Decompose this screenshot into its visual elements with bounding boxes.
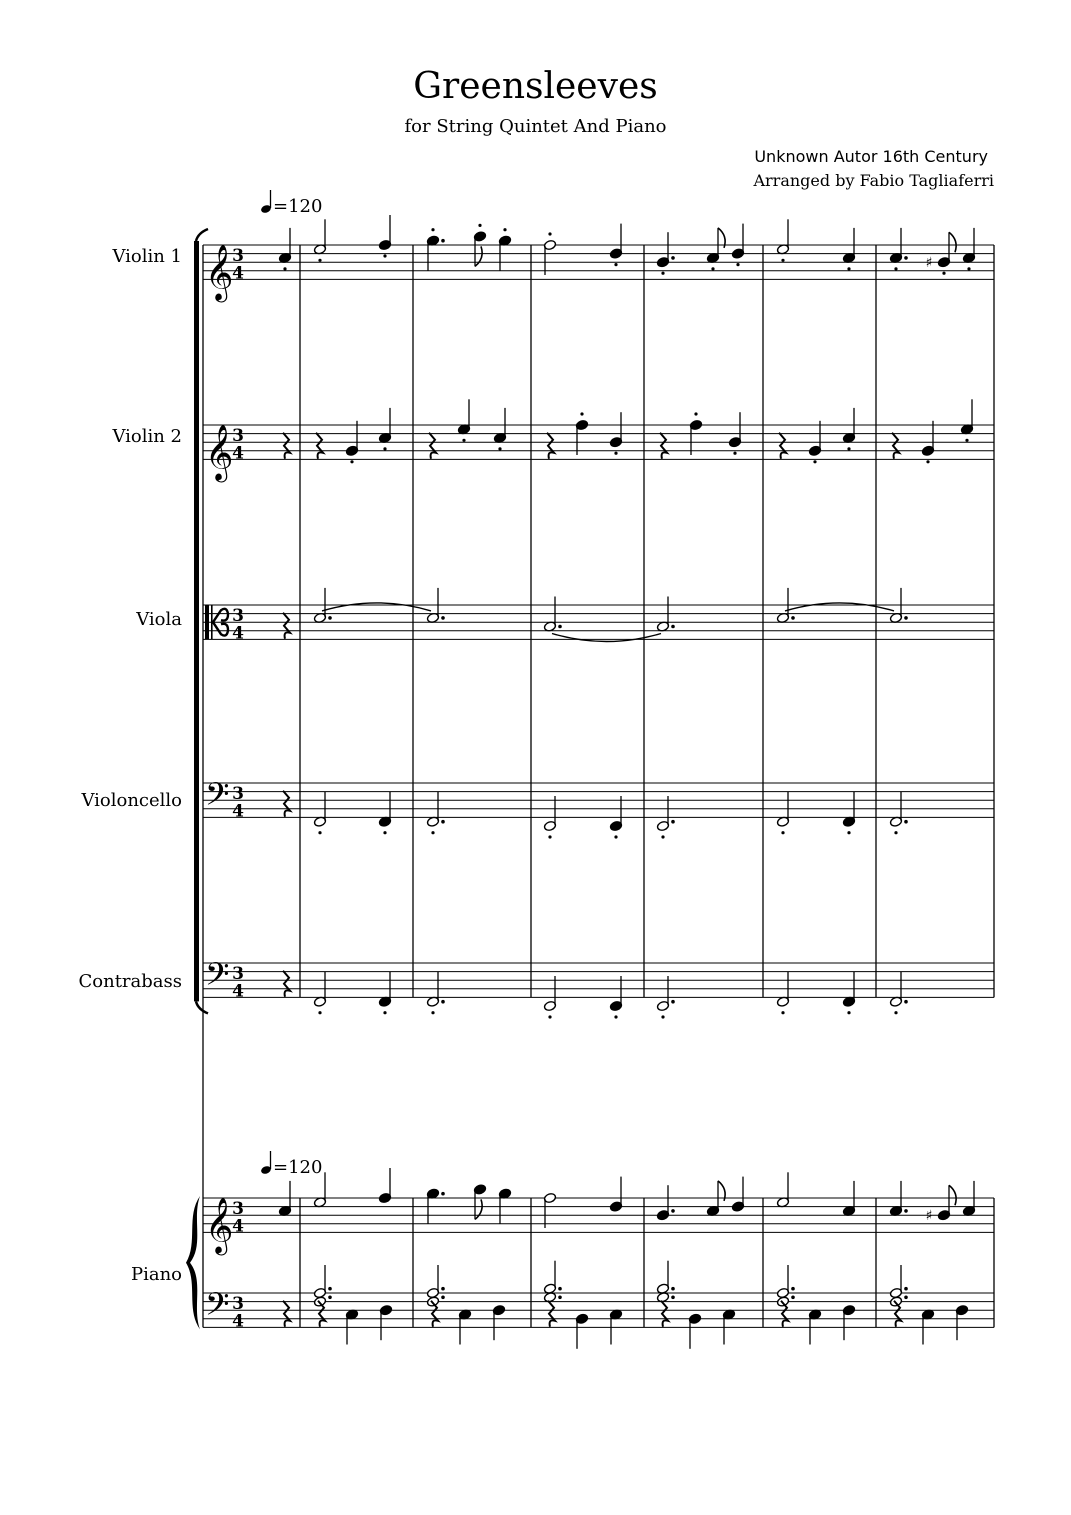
augmentation-dot — [671, 1296, 675, 1300]
bass-clef-icon: 𝄢 — [205, 1285, 230, 1330]
quarter-rest-icon — [892, 433, 899, 459]
treble-clef-icon: 𝄞 — [205, 424, 234, 481]
sharp-icon: ♯ — [925, 255, 933, 272]
augmentation-dot — [441, 239, 445, 243]
quarter-rest-icon — [283, 971, 290, 997]
staccato-dot — [894, 831, 897, 834]
augmentation-dot — [558, 625, 562, 629]
staccato-dot — [711, 267, 714, 270]
staccato-dot — [548, 835, 551, 838]
staccato-dot — [894, 267, 897, 270]
augmentation-dot — [671, 1287, 675, 1291]
staccato-dot — [318, 1011, 321, 1014]
staccato-dot — [847, 447, 850, 450]
staccato-dot — [503, 228, 506, 231]
tie — [322, 603, 431, 611]
tempo-mark-strings — [260, 190, 322, 217]
strings-bracket — [194, 241, 199, 1001]
instrument-label-violin-2: Violin 2 — [112, 426, 182, 447]
quarter-rest-icon — [660, 433, 667, 459]
staccato-dot — [580, 412, 583, 415]
staccato-dot — [431, 1011, 434, 1014]
time-signature-bottom: 4 — [232, 981, 244, 1002]
augmentation-dot — [791, 1296, 795, 1300]
quarter-rest-icon — [283, 433, 290, 459]
tempo-text: =120 — [273, 196, 323, 217]
staccato-dot — [431, 228, 434, 231]
time-signature-bottom: 4 — [232, 1216, 244, 1237]
bracket-hook-top — [196, 229, 208, 241]
treble-clef-icon: 𝄞 — [205, 244, 234, 301]
augmentation-dot — [671, 1209, 675, 1213]
tempo-mark-piano — [260, 1151, 322, 1178]
staccato-dot — [383, 254, 386, 257]
augmentation-dot — [791, 1287, 795, 1291]
bass-clef-icon: 𝄢 — [205, 955, 230, 1000]
staccato-dot — [781, 1011, 784, 1014]
augmentation-dot — [558, 1287, 562, 1291]
quarter-rest-icon — [316, 433, 323, 459]
quarter-rest-icon — [283, 613, 290, 639]
note-flag — [475, 1199, 482, 1219]
staccato-dot — [478, 224, 481, 227]
augmentation-dot — [904, 1287, 908, 1291]
augmentation-dot — [328, 1296, 332, 1300]
staccato-dot — [926, 460, 929, 463]
instrument-label-piano: Piano — [130, 1264, 182, 1285]
time-signature-top: 3 — [232, 246, 244, 267]
augmentation-dot — [441, 1296, 445, 1300]
time-signature-top: 3 — [232, 1294, 244, 1315]
staccato-dot — [318, 259, 321, 262]
staccato-dot — [548, 232, 551, 235]
composer-credit: Unknown Autor 16th Century — [754, 147, 988, 166]
staccato-dot — [967, 267, 970, 270]
note-flag — [949, 1185, 956, 1205]
time-signature-top: 3 — [232, 964, 244, 985]
staccato-dot — [614, 835, 617, 838]
score-subtitle: for String Quintet And Piano — [404, 116, 667, 137]
staccato-dot — [813, 460, 816, 463]
alto-clef-icon — [205, 605, 209, 639]
staccato-dot — [733, 452, 736, 455]
time-signature-bottom: 4 — [232, 1311, 244, 1332]
augmentation-dot — [904, 1000, 908, 1004]
instrument-label-viola: Viola — [136, 609, 182, 630]
tie — [552, 634, 661, 642]
staccato-dot — [781, 259, 784, 262]
staccato-dot — [661, 272, 664, 275]
staccato-dot — [283, 267, 286, 270]
time-signature-top: 3 — [232, 606, 244, 627]
quarter-rest-icon — [283, 1301, 290, 1327]
staccato-dot — [383, 1011, 386, 1014]
staccato-dot — [847, 831, 850, 834]
augmentation-dot — [441, 1000, 445, 1004]
tempo-text: =120 — [273, 1157, 323, 1178]
augmentation-dot — [904, 616, 908, 620]
staccato-dot — [894, 1011, 897, 1014]
instrument-label-contrabass: Contrabass — [78, 971, 182, 992]
time-signature-top: 3 — [232, 1199, 244, 1220]
quarter-rest-icon — [548, 1301, 555, 1327]
tie — [785, 603, 894, 611]
alto-clef-icon — [211, 605, 213, 639]
augmentation-dot — [671, 256, 675, 260]
augmentation-dot — [441, 1287, 445, 1291]
note-flag — [949, 232, 956, 252]
staccato-dot — [965, 439, 968, 442]
staccato-dot — [781, 831, 784, 834]
augmentation-dot — [441, 616, 445, 620]
notes — [278, 215, 975, 1349]
quarter-rest-icon — [283, 791, 290, 817]
treble-clef-icon: 𝄞 — [205, 1197, 234, 1254]
staccato-dot — [614, 1015, 617, 1018]
time-signature-bottom: 4 — [232, 263, 244, 284]
augmentation-dot — [904, 1209, 908, 1213]
staccato-dot — [614, 452, 617, 455]
score-title: Greensleeves — [413, 66, 658, 107]
staccato-dot — [462, 439, 465, 442]
augmentation-dot — [558, 1296, 562, 1300]
augmentation-dot — [671, 625, 675, 629]
note-flag — [475, 246, 482, 266]
time-signature-bottom: 4 — [232, 623, 244, 644]
arranger-credit: Arranged by Fabio Tagliaferri — [753, 171, 994, 190]
staccato-dot — [847, 267, 850, 270]
time-signature-bottom: 4 — [232, 443, 244, 464]
staccato-dot — [736, 263, 739, 266]
quarter-rest-icon — [429, 433, 436, 459]
clefs-and-time-signatures — [205, 244, 244, 1331]
quarter-rest-icon — [661, 1301, 668, 1327]
augmentation-dot — [904, 256, 908, 260]
staccato-dot — [431, 831, 434, 834]
staccato-dot — [383, 831, 386, 834]
piano-brace — [186, 1196, 200, 1329]
time-signature-top: 3 — [232, 784, 244, 805]
staccato-dot — [942, 272, 945, 275]
quarter-rest-icon — [779, 433, 786, 459]
staccato-dot — [694, 412, 697, 415]
staccato-dot — [614, 263, 617, 266]
augmentation-dot — [441, 820, 445, 824]
augmentation-dot — [328, 616, 332, 620]
staccato-dot — [318, 831, 321, 834]
staccato-dot — [661, 1015, 664, 1018]
augmentation-dot — [328, 1287, 332, 1291]
augmentation-dot — [671, 1000, 675, 1004]
staccato-dot — [661, 835, 664, 838]
staccato-dot — [350, 460, 353, 463]
staccato-dot — [498, 447, 501, 450]
bass-clef-icon: 𝄢 — [205, 775, 230, 820]
staccato-dot — [383, 447, 386, 450]
augmentation-dot — [904, 820, 908, 824]
augmentation-dot — [441, 1192, 445, 1196]
quarter-rest-icon — [547, 433, 554, 459]
bracket-hook-bottom — [196, 1001, 208, 1013]
time-signature-bottom: 4 — [232, 801, 244, 822]
sharp-icon: ♯ — [925, 1208, 933, 1225]
staccato-dot — [548, 1015, 551, 1018]
time-signature-top: 3 — [232, 426, 244, 447]
instrument-label-violoncello: Violoncello — [81, 790, 182, 811]
staccato-dot — [847, 1011, 850, 1014]
augmentation-dot — [671, 820, 675, 824]
augmentation-dot — [791, 616, 795, 620]
instrument-label-violin-1: Violin 1 — [112, 246, 182, 267]
augmentation-dot — [904, 1296, 908, 1300]
